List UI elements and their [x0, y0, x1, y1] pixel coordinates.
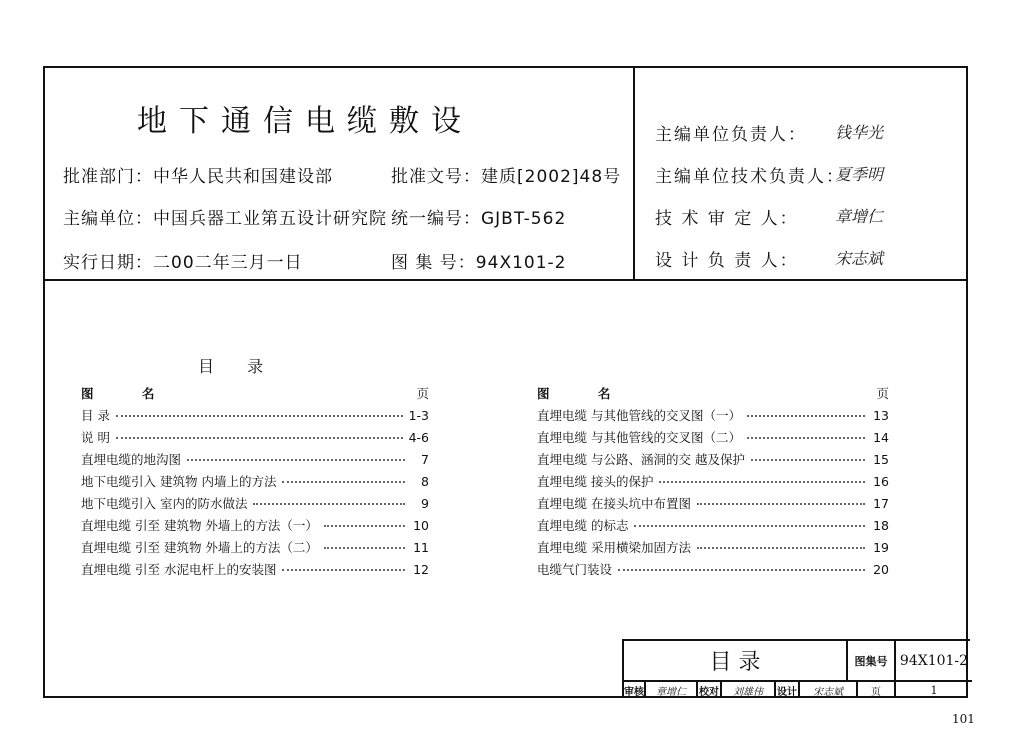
col-name-header: 图 名 — [81, 386, 177, 401]
toc-entry — [81, 450, 429, 472]
toc-entry-name: 地下电缆引入 建筑物 内墙上的方法 — [81, 474, 277, 489]
toc-entry-page: 8 — [421, 474, 429, 489]
toc-entry-name: 直埋电缆 与其他管线的交叉图（二） — [537, 430, 741, 445]
approval-dept: 批准部门：中华人民共和国建设部 — [63, 167, 333, 187]
title-block — [622, 639, 970, 698]
design-signature: 宋志斌 — [800, 682, 858, 698]
atlas-number-value: 94X101-2 — [896, 641, 972, 682]
toc-entry — [537, 560, 889, 582]
leader-dots — [747, 415, 865, 417]
atlas-label: 图集号 — [848, 641, 896, 682]
toc-entry-name: 说 明 — [81, 430, 110, 445]
chief-unit-leader-label: 主编单位负责人： — [655, 125, 807, 145]
toc-entry — [537, 494, 889, 516]
toc-entry-name: 直埋电缆 与公路、涵洞的交 越及保护 — [537, 452, 745, 467]
leader-dots — [282, 569, 405, 571]
design-leader-signature: 宋志斌 — [835, 249, 884, 268]
toc-entry — [537, 472, 889, 494]
toc-entry-page: 17 — [873, 496, 889, 511]
tech-leader-signature: 夏季明 — [835, 165, 884, 184]
toc-title: 目 录 — [198, 357, 264, 376]
toc-entry — [537, 428, 889, 450]
leader-dots — [634, 525, 865, 527]
toc-entry-name: 直埋电缆 引至 建筑物 外墙上的方法（一） — [81, 518, 318, 533]
tech-leader-label: 主编单位技术负责人： — [655, 167, 845, 187]
leader-dots — [697, 547, 865, 549]
toc-entry-name: 目 录 — [81, 408, 110, 423]
sheet-page-number: 1 — [930, 683, 938, 697]
leader-dots — [324, 525, 405, 527]
drawing-title: 目 录 — [624, 641, 848, 682]
unified-code: 统一编号：GJBT-562 — [391, 209, 567, 229]
header-divider — [633, 68, 635, 279]
toc-entry-page: 15 — [873, 452, 889, 467]
tech-reviewer-signature: 章增仁 — [835, 207, 884, 226]
leader-dots — [116, 415, 403, 417]
toc-entry-page: 7 — [421, 452, 429, 467]
leader-dots — [751, 459, 865, 461]
toc-entry-name: 直埋电缆 引至 建筑物 外墙上的方法（二） — [81, 540, 318, 555]
review-label: 审核 — [624, 682, 646, 698]
col-name-header: 图 名 — [537, 386, 633, 401]
toc-entry-page: 14 — [873, 430, 889, 445]
header-block — [45, 68, 966, 281]
leader-dots — [282, 481, 405, 483]
toc-right-column — [537, 384, 889, 582]
leader-dots — [187, 459, 405, 461]
toc-entry-page: 16 — [873, 474, 889, 489]
drawing-frame — [43, 66, 968, 698]
col-page-header: 页 — [876, 386, 889, 401]
toc-entry — [81, 538, 429, 560]
toc-entry — [81, 428, 429, 450]
toc-entry-page: 18 — [873, 518, 889, 533]
toc-entry — [537, 516, 889, 538]
design-leader-label: 设 计 负 责 人： — [655, 251, 799, 271]
toc-entry-name: 电缆气门装设 — [537, 562, 613, 577]
toc-right-header — [537, 384, 889, 406]
toc-right-rows — [537, 406, 889, 582]
review-signature: 章增仁 — [646, 682, 698, 698]
toc-entry-page: 4-6 — [408, 430, 429, 445]
leader-dots — [747, 437, 865, 439]
toc-entry-name: 地下电缆引入 室内的防水做法 — [81, 496, 248, 511]
toc-entry-name: 直埋电缆 在接头坑中布置图 — [537, 496, 691, 511]
check-label: 校对 — [698, 682, 722, 698]
atlas-number: 图 集 号：94X101-2 — [391, 253, 567, 273]
toc-entry — [81, 406, 429, 428]
toc-left-header — [81, 384, 429, 406]
toc-entry — [537, 406, 889, 428]
toc-entry-name: 直埋电缆 的标志 — [537, 518, 629, 533]
editor-unit: 主编单位：中国兵器工业第五设计研究院 — [63, 209, 387, 229]
leader-dots — [324, 547, 405, 549]
toc-entry-page: 13 — [873, 408, 889, 423]
toc-entry-page: 10 — [413, 518, 429, 533]
leader-dots — [697, 503, 865, 505]
effective-date: 实行日期：二00二年三月一日 — [63, 253, 303, 273]
toc-entry-name: 直埋电缆 接头的保护 — [537, 474, 654, 489]
check-signature: 刘雄伟 — [722, 682, 776, 698]
toc-entry-name: 直埋电缆 采用横梁加固方法 — [537, 540, 691, 555]
leader-dots — [253, 503, 405, 505]
toc-entry-name: 直埋电缆 引至 水泥电杆上的安装图 — [81, 562, 277, 577]
toc-entry — [81, 494, 429, 516]
toc-left-column — [81, 384, 429, 582]
col-page-header: 页 — [416, 386, 429, 401]
toc-entry-page: 19 — [873, 540, 889, 555]
toc-entry-page: 20 — [873, 562, 889, 577]
tech-reviewer-label: 技 术 审 定 人： — [655, 209, 799, 229]
toc-entry-name: 直埋电缆的地沟图 — [81, 452, 182, 467]
toc-entry — [81, 516, 429, 538]
document-title: 地下通信电缆敷设 — [137, 104, 473, 139]
approval-doc-no: 批准文号：建质[2002]48号 — [391, 167, 622, 187]
toc-entry — [81, 472, 429, 494]
chief-unit-leader-signature: 钱华光 — [835, 123, 884, 142]
leader-dots — [618, 569, 865, 571]
toc-entry — [537, 538, 889, 560]
toc-entry-name: 直埋电缆 与其他管线的交叉图（一） — [537, 408, 741, 423]
leader-dots — [659, 481, 865, 483]
toc-entry — [81, 560, 429, 582]
leader-dots — [116, 437, 403, 439]
toc-entry-page: 9 — [421, 496, 429, 511]
book-page-number: 101 — [952, 712, 975, 726]
toc-entry-page: 1-3 — [408, 408, 429, 423]
page-label: 页 — [858, 682, 896, 698]
toc-left-rows — [81, 406, 429, 582]
toc-entry — [537, 450, 889, 472]
toc-entry-page: 12 — [413, 562, 429, 577]
design-label: 设计 — [776, 682, 800, 698]
toc-entry-page: 11 — [413, 540, 429, 555]
